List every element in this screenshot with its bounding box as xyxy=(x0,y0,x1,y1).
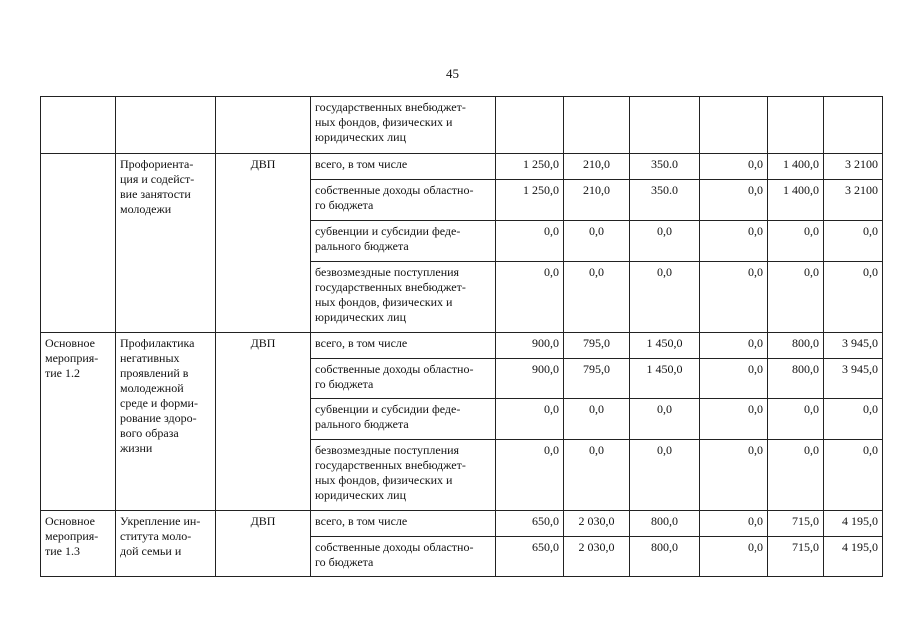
code-cell: ДВП xyxy=(216,154,311,333)
source-cell xyxy=(311,262,496,333)
value-cell: 0,0 xyxy=(630,440,700,511)
value-cell: 0,0 xyxy=(496,440,564,511)
table-row xyxy=(41,97,883,154)
value-cell: 0,0 xyxy=(700,440,768,511)
source-cell xyxy=(311,359,496,399)
source-cell xyxy=(311,399,496,440)
value-cell xyxy=(824,97,883,154)
source-text: субвенции и субсидии феде- рального бюджета xyxy=(315,402,461,431)
table-row xyxy=(41,511,883,537)
value-cell: 650,0 xyxy=(496,537,564,577)
value-cell: 900,0 xyxy=(496,359,564,399)
value-cell: 0,0 xyxy=(700,221,768,262)
value-cell: 0,0 xyxy=(700,262,768,333)
name-cell xyxy=(116,333,216,511)
value-cell: 0,0 xyxy=(768,262,824,333)
value-cell: 4 195,0 xyxy=(824,511,883,537)
value-cell: 0,0 xyxy=(824,221,883,262)
value-cell xyxy=(768,97,824,154)
value-cell: 0,0 xyxy=(564,221,630,262)
source-text: безвозмездные поступления государственных внебюджет- ных фондов, физических и юридических лиц xyxy=(315,265,466,324)
measure-text: Основное мероприя- тие 1.2 xyxy=(45,336,99,380)
source-cell xyxy=(311,440,496,511)
value-cell: 3 2100 xyxy=(824,180,883,221)
value-cell: 350.0 xyxy=(630,180,700,221)
code-cell xyxy=(216,97,311,154)
name-text: Укрепление ин- ститута моло- дой семьи и xyxy=(120,514,201,558)
name-cell xyxy=(116,511,216,577)
measure-text: Основное мероприя- тие 1.3 xyxy=(45,514,99,558)
budget-table xyxy=(40,96,883,577)
value-cell: 0,0 xyxy=(700,359,768,399)
code-cell: ДВП xyxy=(216,333,311,511)
value-cell: 795,0 xyxy=(564,359,630,399)
source-cell xyxy=(311,180,496,221)
value-cell xyxy=(700,97,768,154)
value-cell xyxy=(564,97,630,154)
value-cell: 0,0 xyxy=(496,262,564,333)
page-number: 45 xyxy=(446,66,459,81)
value-cell: 0,0 xyxy=(700,399,768,440)
value-cell: 1 400,0 xyxy=(768,154,824,180)
source-cell xyxy=(311,97,496,154)
table-row xyxy=(41,333,883,359)
source-text: безвозмездные поступления государственных внебюджет- ных фондов, физических и юридических лиц xyxy=(315,443,466,502)
value-cell: 1 450,0 xyxy=(630,359,700,399)
value-cell: 800,0 xyxy=(630,511,700,537)
value-cell: 900,0 xyxy=(496,333,564,359)
value-cell: 0,0 xyxy=(700,511,768,537)
value-cell: 3 2100 xyxy=(824,154,883,180)
value-cell: 0,0 xyxy=(824,399,883,440)
source-text: субвенции и субсидии феде- рального бюджета xyxy=(315,224,461,253)
value-cell: 0,0 xyxy=(630,262,700,333)
value-cell: 0,0 xyxy=(768,221,824,262)
measure-cell xyxy=(41,97,116,154)
value-cell: 210,0 xyxy=(564,154,630,180)
name-text: Профориента- ция и содейст- вие занятости молодежи xyxy=(120,157,195,216)
value-cell: 210,0 xyxy=(564,180,630,221)
source-cell: всего, в том числе xyxy=(311,333,496,359)
source-text: государственных внебюджет- ных фондов, физических и юридических лиц xyxy=(315,100,466,144)
value-cell: 0,0 xyxy=(564,440,630,511)
source-text: собственные доходы областно- го бюджета xyxy=(315,362,474,391)
value-cell: 715,0 xyxy=(768,537,824,577)
value-cell: 1 400,0 xyxy=(768,180,824,221)
value-cell xyxy=(630,97,700,154)
source-cell: всего, в том числе xyxy=(311,511,496,537)
value-cell: 0,0 xyxy=(768,440,824,511)
measure-cell xyxy=(41,154,116,333)
source-cell xyxy=(311,537,496,577)
value-cell: 800,0 xyxy=(768,359,824,399)
table-row xyxy=(41,154,883,180)
value-cell: 1 250,0 xyxy=(496,154,564,180)
value-cell: 3 945,0 xyxy=(824,359,883,399)
value-cell: 0,0 xyxy=(700,154,768,180)
name-cell xyxy=(116,154,216,333)
value-cell: 0,0 xyxy=(496,221,564,262)
value-cell xyxy=(496,97,564,154)
value-cell: 800,0 xyxy=(630,537,700,577)
value-cell: 0,0 xyxy=(496,399,564,440)
value-cell: 0,0 xyxy=(768,399,824,440)
value-cell: 0,0 xyxy=(630,221,700,262)
source-text: собственные доходы областно- го бюджета xyxy=(315,540,474,569)
value-cell: 0,0 xyxy=(564,262,630,333)
measure-cell xyxy=(41,511,116,577)
value-cell: 0,0 xyxy=(564,399,630,440)
source-cell: всего, в том числе xyxy=(311,154,496,180)
name-cell xyxy=(116,97,216,154)
value-cell: 1 250,0 xyxy=(496,180,564,221)
value-cell: 795,0 xyxy=(564,333,630,359)
value-cell: 650,0 xyxy=(496,511,564,537)
value-cell: 0,0 xyxy=(700,537,768,577)
value-cell: 1 450,0 xyxy=(630,333,700,359)
value-cell: 3 945,0 xyxy=(824,333,883,359)
value-cell: 0,0 xyxy=(630,399,700,440)
value-cell: 715,0 xyxy=(768,511,824,537)
name-text: Профилактика негативных проявлений в молодежной среде и форми- рование здоро- вого образа жизни xyxy=(120,336,198,455)
value-cell: 4 195,0 xyxy=(824,537,883,577)
measure-cell xyxy=(41,333,116,511)
value-cell: 0,0 xyxy=(700,333,768,359)
value-cell: 0,0 xyxy=(824,440,883,511)
source-cell xyxy=(311,221,496,262)
value-cell: 2 030,0 xyxy=(564,537,630,577)
value-cell: 0,0 xyxy=(700,180,768,221)
value-cell: 800,0 xyxy=(768,333,824,359)
code-cell: ДВП xyxy=(216,511,311,577)
value-cell: 350.0 xyxy=(630,154,700,180)
source-text: собственные доходы областно- го бюджета xyxy=(315,183,474,212)
value-cell: 0,0 xyxy=(824,262,883,333)
value-cell: 2 030,0 xyxy=(564,511,630,537)
